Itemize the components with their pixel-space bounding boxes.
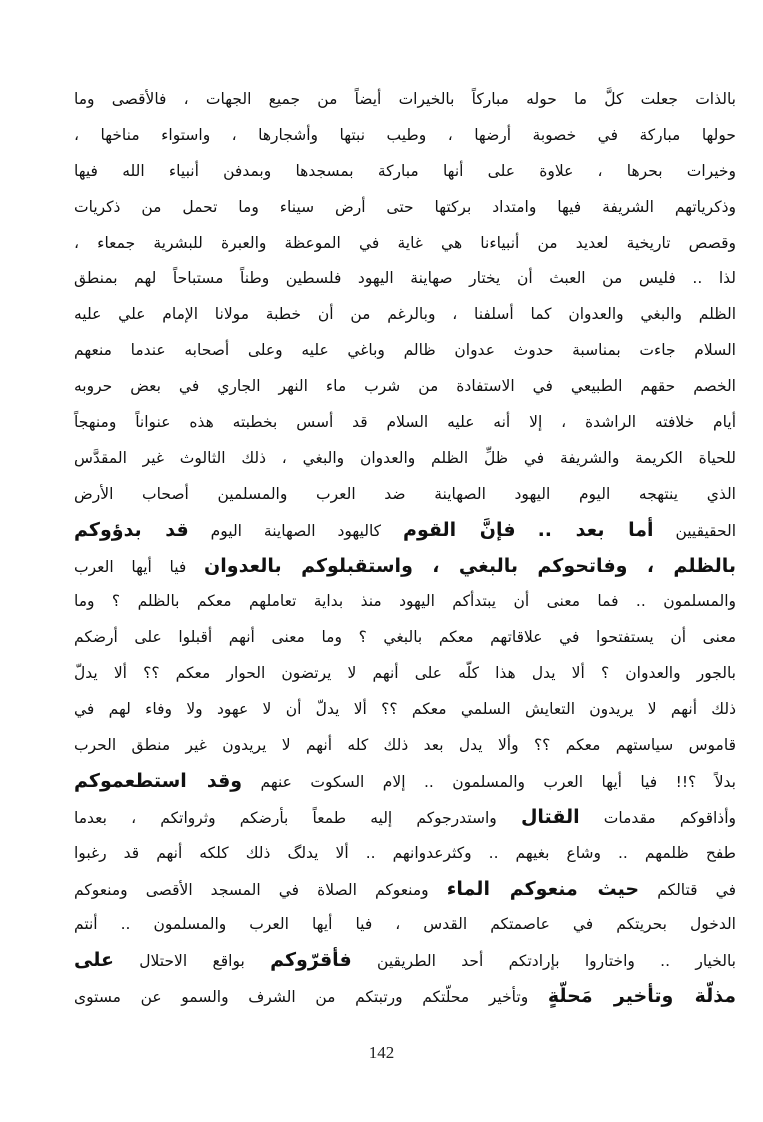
bold-phrase: وقد استطعموكم: [74, 769, 243, 792]
text-run: بدلاً ؟!! فيا أيها العرب والمسلمون .. إلام السكوت عنهم: [242, 772, 736, 791]
text-run: بواقع الاحتلال: [113, 952, 271, 971]
text-line: [74, 333, 736, 369]
bold-phrase: فإنَّ القوم: [403, 518, 516, 541]
text-run: أيام خلافته الراشدة ، إلا أنه عليه السلام قد أسس بخطبته هذه عنواناً ومنهجاً: [74, 413, 736, 432]
text-line: [74, 656, 736, 692]
text-line: [74, 872, 736, 908]
text-run: لذا .. فليس من العبث أن يختار صهاينة اليهود فلسطين وطناً مستباحاً لهم بمنطق: [74, 269, 736, 288]
text-run: فيا أيها العرب: [74, 557, 205, 576]
text-line: [74, 549, 736, 585]
bold-phrase: بالظلم ، وفاتحوكم بالبغي ، واستقبلوكم بالعدوان: [204, 554, 736, 577]
text-line: [74, 728, 736, 764]
text-line: [74, 154, 736, 190]
text-line: [74, 297, 736, 333]
text-line: [74, 369, 736, 405]
text-run: للحياة الكريمة والشريفة في ظلِّ الظلم والعدوان والبغي ، ذلك الثالوث غير المقدَّس: [74, 448, 736, 467]
text-line: [74, 118, 736, 154]
text-line: [74, 261, 736, 297]
text-run: والمسلمون .. فما معنى أن يبتدأكم اليهود منذ بداية تعاملهم معكم بالظلم ؟ وما: [74, 592, 736, 611]
text-run: الذي ينتهجه اليوم اليهود الصهاينة ضد العرب والمسلمين أصحاب الأرض: [74, 484, 736, 503]
text-line: [74, 907, 736, 943]
text-run: الخصم حقهم الطبيعي في الاستفادة من شرب ماء النهر الجاري في بعض حروبه: [74, 377, 736, 396]
text-run: الدخول بحريتكم في عاصمتكم القدس ، فيا أيها العرب والمسلمون .. أنتم: [74, 915, 736, 934]
text-line: [74, 620, 736, 656]
text-run: طفح ظلمهم .. وشاع بغيهم .. وكثرعدوانهم .. ألا يدلگ ذلك كلكه أنهم قد رغبوا: [74, 843, 736, 862]
text-run: [516, 522, 538, 540]
text-line: [74, 943, 736, 979]
text-line: [74, 190, 736, 226]
bold-phrase: حيث منعوكم الماء: [446, 877, 640, 900]
text-line: [74, 513, 736, 549]
page-number: 142: [368, 1043, 395, 1062]
text-run: وأذاقوكم مقدمات: [579, 808, 736, 827]
text-run: الحقيقيين: [653, 521, 737, 540]
text-line: [74, 82, 736, 118]
text-run: وتأخير محلّتكم ورتبتكم من الشرف والسمو عن مستوى: [74, 988, 548, 1007]
bold-phrase: أما بعد ..: [537, 518, 654, 541]
text-run: واستدرجوكم إليه طمعاً بأرضكم وثرواتكم ، بعدما: [74, 808, 521, 827]
bold-phrase: القتال: [520, 805, 580, 828]
bold-phrase: فأقرّوكم: [270, 949, 352, 972]
text-run: في قتالكم: [639, 880, 736, 899]
text-line: [74, 584, 736, 620]
text-run: معنى أن يستفتحوا في علاقاتهم معكم بالبغي ؟ وما معنى أنهم أقبلوا على أرضكم: [74, 628, 736, 647]
text-line: [74, 405, 736, 441]
text-line: [74, 764, 736, 800]
bold-phrase: على: [74, 949, 114, 972]
text-line: [74, 477, 736, 513]
bold-phrase: قد بدؤوكم: [74, 518, 189, 541]
text-run: بالخيار .. واختاروا بإرادتكم أحد الطريقين: [351, 952, 736, 971]
text-run: ذلك أنهم لا يريدون التعايش السلمي معكم ؟؟ ألا يدلّ أن لا عهود ولا وفاء لهم في: [74, 700, 736, 719]
text-run: وقصص تاريخية لعديد من أنبياءنا هي غاية في الموعظة والعبرة للبشرية جمعاء ،: [74, 233, 736, 252]
text-line: [74, 441, 736, 477]
text-run: قاموس سياستهم معكم ؟؟ وألا يدل بعد ذلك كله أنهم لا يريدون غير منطق الحرب: [74, 736, 736, 755]
text-line: [74, 226, 736, 262]
text-line: [74, 979, 736, 1015]
text-run: كاليهود الصهاينة اليوم: [188, 521, 404, 540]
text-run: بالذات جعلت كلَّ ما حوله مباركاً بالخيرات أيضاً من جميع الجهات ، فالأقصى وما: [74, 90, 736, 108]
text-line: [74, 692, 736, 728]
text-line: [74, 836, 736, 872]
text-run: وخيرات بحرها ، علاوة على أنها مباركة بمسجدها وبمدفن أنبياء الله فيها: [74, 161, 736, 180]
text-run: حولها مباركة في خصوبة أرضها ، وطيب نبتها وأشجارها ، واستواء مناخها ،: [74, 125, 736, 144]
text-line: [74, 800, 736, 836]
text-run: الظلم والبغي والعدوان كما أسلفنا ، وبالرغم من أن خطبة مولانا الإمام علي عليه: [74, 305, 736, 324]
bold-phrase: مذلّة وتأخير مَحلّةٍ: [547, 985, 736, 1008]
text-run: السلام جاءت بمناسبة حدوث عدوان ظالم وباغي عليه وعلى أصحابه عندما منعهم: [74, 341, 736, 360]
text-run: ومنعوكم الصلاة في المسجد الأقصى ومنعوكم: [74, 880, 447, 899]
text-run: بالجور والعدوان ؟ ألا يدل هذا كلّه على أنهم لا يرتضون الحوار معكم ؟؟ ألا يدلّ: [74, 664, 736, 683]
text-run: وذكرياتهم الشريفة فيها وامتداد بركتها حتى أرض سيناء وما تحمل من ذكريات: [74, 197, 736, 216]
page-body: [74, 82, 736, 1015]
